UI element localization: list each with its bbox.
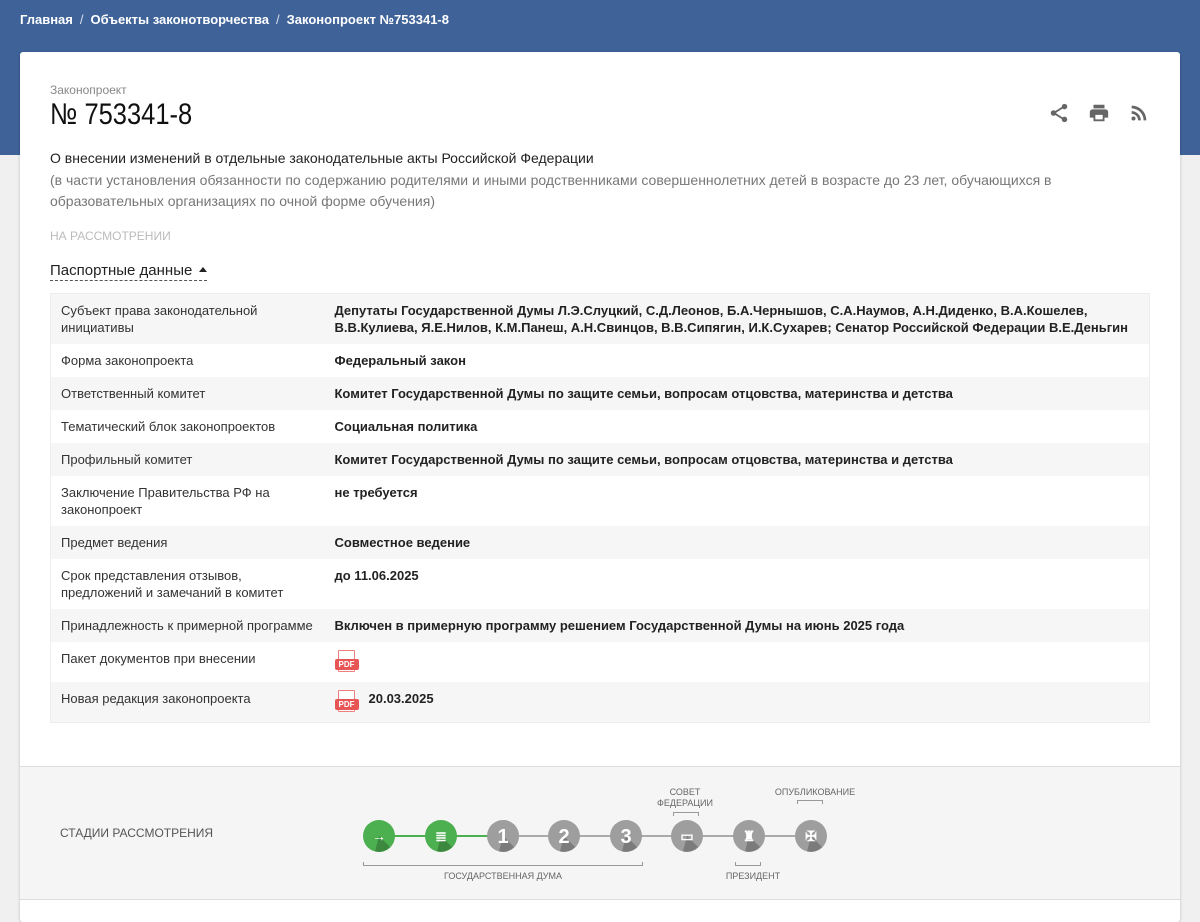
passport-row (51, 294, 1150, 345)
svg-text:≣: ≣ (435, 828, 447, 844)
passport-value: 20.03.2025 (368, 691, 434, 706)
pdf-icon[interactable]: PDF (335, 650, 359, 674)
passport-row (51, 410, 1150, 443)
passport-row (51, 377, 1150, 410)
passport-key: Предмет ведения (61, 535, 168, 550)
passport-row (51, 642, 1150, 682)
svg-text:▭: ▭ (680, 828, 694, 844)
stage-submission[interactable] (363, 820, 395, 852)
bill-subtitle: (в части установления обязанности по содержанию родителями и иными родственниками совершеннолетних детей в возрасте до 23 лет, обучающихся в образовательных организациях по очной форме обучения) (50, 172, 1052, 209)
passport-key: Новая редакция законопроекта (61, 691, 251, 706)
stage-preliminary[interactable] (425, 820, 457, 852)
stages-label: СТАДИИ РАССМОТРЕНИЯ (60, 826, 214, 840)
passport-key: Заключение Правительства РФ на законопроект (61, 485, 270, 517)
stage-president[interactable] (733, 820, 765, 852)
passport-value: Федеральный закон (334, 353, 466, 368)
breadcrumb: Главная / Объекты законотворчества / Законопроект №753341-8 (20, 12, 449, 27)
passport-value: Комитет Государственной Думы по защите семьи, вопросам отцовства, материнства и детства (334, 452, 953, 467)
passport-value: Социальная политика (334, 419, 478, 434)
breadcrumb-current: Законопроект №753341-8 (286, 12, 449, 27)
passport-value: не требуется (334, 485, 418, 500)
svg-text:3: 3 (620, 826, 632, 848)
stage-reading-2[interactable] (548, 820, 580, 852)
passport-key: Ответственный комитет (61, 386, 206, 401)
print-icon[interactable] (1088, 102, 1110, 124)
svg-text:2: 2 (558, 826, 570, 848)
passport-row (51, 526, 1150, 559)
share-icon[interactable] (1048, 102, 1070, 124)
passport-key: Срок представления отзывов, предложений и замечаний в комитет (61, 568, 284, 600)
passport-value: Комитет Государственной Думы по защите семьи, вопросам отцовства, материнства и детства (334, 386, 953, 401)
passport-key: Принадлежность к примерной программе (61, 618, 313, 633)
passport-key: Профильный комитет (61, 452, 193, 467)
council-label: СОВЕТ ФЕДЕРАЦИИ (657, 787, 713, 808)
svg-text:✠: ✠ (805, 828, 817, 844)
passport-value: Включен в примерную программу решением Государственной Думы на июнь 2025 года (334, 618, 905, 633)
stage-publication[interactable] (795, 820, 827, 852)
status-badge: НА РАССМОТРЕНИИ (50, 229, 171, 243)
passport-row (51, 609, 1150, 642)
bill-number: № 753341-8 (50, 98, 193, 131)
passport-key: Пакет документов при внесении (61, 651, 256, 666)
bill-title: О внесении изменений в отдельные законодательные акты Российской Федерации (50, 150, 594, 166)
passport-value: до 11.06.2025 (334, 568, 419, 583)
passport-value: Депутаты Государственной Думы Л.Э.Слуцкий, С.Д.Леонов, Б.А.Чернышов, С.А.Наумов, А.Н.Диденко, В.А.Кошелев, В.В.Кулиева, Я.Е.Нилов, К.М.Панеш, А.Н.Свинцов, В.В.Сипягин, И.К.Сухарев; Сенатор Российской Федерации В.Е.Деньгин (334, 303, 1128, 335)
bill-kind: Законопроект (50, 83, 127, 97)
stages-section (20, 766, 1180, 900)
breadcrumb-objects[interactable]: Объекты законотворчества (90, 12, 270, 27)
stage-reading-3[interactable] (610, 820, 642, 852)
bill-card (20, 52, 1180, 922)
passport-row (51, 344, 1150, 377)
passport-row (51, 443, 1150, 476)
rss-icon[interactable] (1128, 102, 1150, 124)
svg-text:→: → (372, 828, 386, 844)
publication-bracket (797, 800, 823, 804)
passport-key: Форма законопроекта (61, 353, 194, 368)
passport-key: Тематический блок законопроектов (61, 419, 276, 434)
passport-row (51, 476, 1150, 526)
president-label: ПРЕЗИДЕНТ (725, 871, 781, 881)
president-bracket (735, 862, 761, 866)
stage-reading-1[interactable] (487, 820, 519, 852)
council-bracket (673, 812, 699, 816)
passport-toggle[interactable]: Паспортные данные (50, 262, 207, 281)
passport-table (50, 293, 1150, 723)
svg-text:1: 1 (497, 826, 509, 848)
breadcrumb-home[interactable]: Главная (20, 12, 73, 27)
passport-value: Совместное ведение (334, 535, 471, 550)
passport-key: Субъект права законодательной инициативы (61, 303, 258, 335)
pdf-icon[interactable]: PDF (335, 690, 359, 714)
svg-text:♜: ♜ (742, 828, 756, 844)
stage-federation-council[interactable] (671, 820, 703, 852)
duma-bracket (363, 862, 643, 866)
passport-row (51, 559, 1150, 609)
passport-row (51, 682, 1150, 723)
duma-label: ГОСУДАРСТВЕННАЯ ДУМА (443, 871, 562, 881)
publication-label: ОПУБЛИКОВАНИЕ (774, 787, 856, 797)
